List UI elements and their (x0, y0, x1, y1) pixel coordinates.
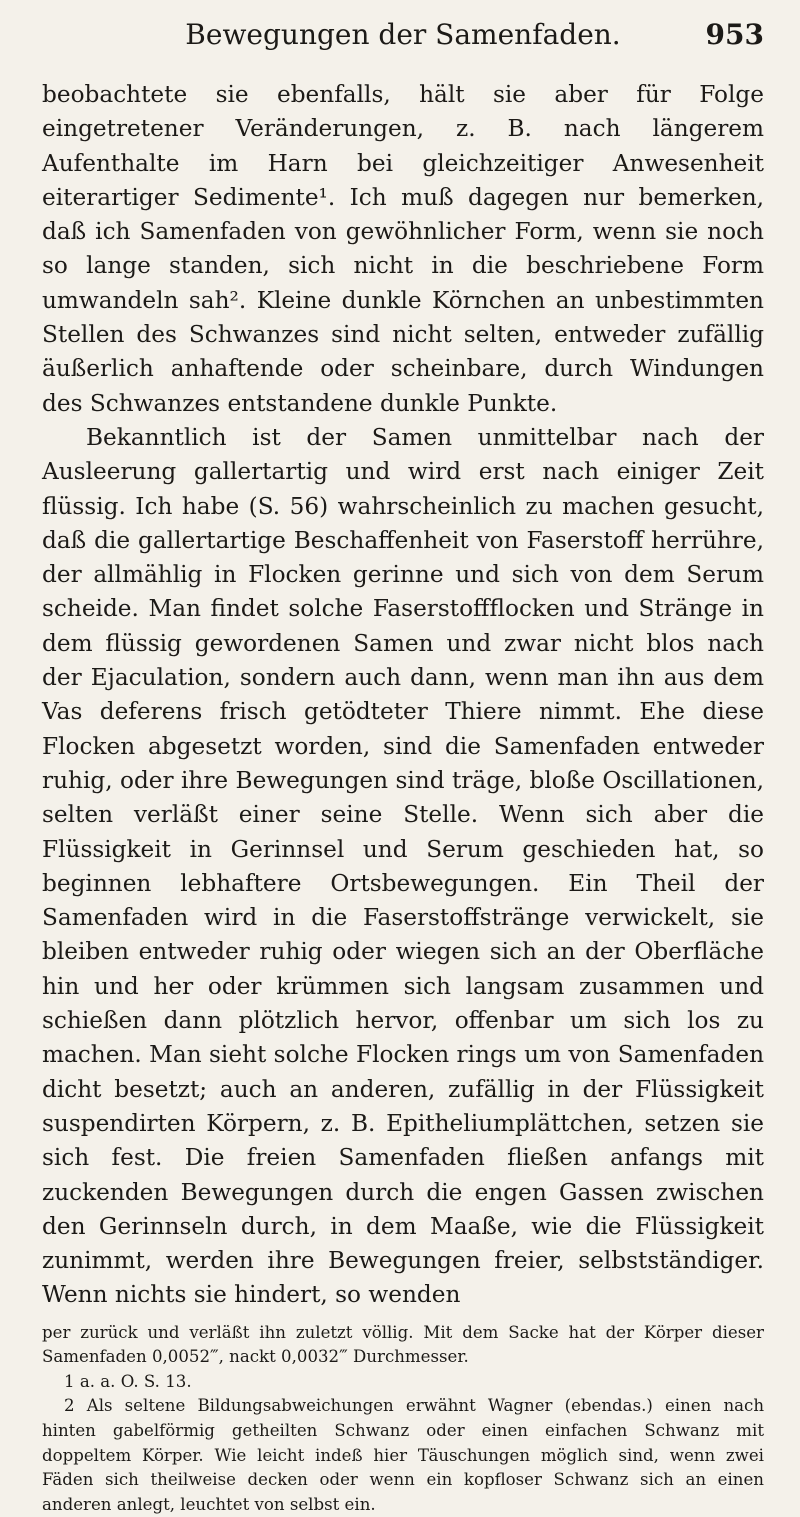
paragraph: Bekanntlich ist der Samen unmittelbar nach der Ausleerung gallertartig und wird erst nach einiger Zeit flüssig. Ich habe (S. 56) wahrscheinlich zu machen gesucht, daß die gallertartige Beschaffenheit von Faserstoff herrühre, der allmählig in Flocken gerinne und sich von dem Serum scheide. Man findet solche Faserstoffflocken und Stränge in dem flüssig gewordenen Samen und zwar nicht blos nach der Ejaculation, sondern auch dann, wenn man ihn aus dem Vas deferens frisch getödteter Thiere nimmt. Ehe diese Flocken abgesetzt worden, sind die Samenfaden entweder ruhig, oder ihre Bewegungen sind träge, bloße Oscillationen, selten verläßt einer seine Stelle. Wenn sich aber die Flüssigkeit in Gerinnsel und Serum geschieden hat, so beginnen lebhaftere Ortsbewegungen. Ein Theil der Samenfaden wird in die Faserstoffstränge verwickelt, sie bleiben entweder ruhig oder wiegen sich an der Oberfläche hin und her oder krümmen sich langsam zusammen und schießen dann plötzlich hervor, offenbar um sich los zu machen. Man sieht solche Flocken rings um von Samenfaden dicht besetzt; auch an anderen, zufällig in der Flüssigkeit suspendirten Körpern, z. B. Epitheliumplättchen, setzen sie sich fest. Die freien Samenfaden fließen anfangs mit zuckenden Bewegungen durch die engen Gassen zwischen den Gerinnseln durch, in dem Maaße, wie die Flüssigkeit zunimmt, werden ihre Bewegungen freier, selbstständiger. Wenn nichts sie hindert, so wenden (42, 423, 764, 1309)
footnote-mark: 2 (64, 1396, 75, 1416)
page-number: 953 (705, 18, 764, 51)
running-header (42, 14, 764, 72)
footnote-text: Als seltene Bildungsabweichungen erwähnt Wagner (ebendas.) einen nach hinten gabelförmig getheilten Schwanz oder einen einfachen Schwanz mit doppeltem Körper. Wie leicht indeß hier Täuschungen möglich sind, wenn zwei Fäden sich theilweise decken oder wenn ein kopfloser Schwanz sich an einen anderen anlegt, leuchtet von selbst ein. (42, 1396, 765, 1514)
footnote-2 (42, 1394, 764, 1517)
paragraph-continued: beobachtete sie ebenfalls, hält sie aber für Folge eingetretener Veränderungen, z. B. nach längerem Aufenthalte im Harn bei gleichzeitiger Anwesenheit eiterartiger Sedimente¹. Ich muß dagegen nur bemerken, daß ich Samenfaden von gewöhnlicher Form, wenn sie noch so lange standen, sich nicht in die beschriebene Form umwandeln sah². Kleine dunkle Körnchen an unbestimmten Stellen des Schwanzes sind nicht selten, entweder zufällig äußerlich anhaftende oder scheinbare, durch Windungen des Schwanzes entstandene dunkle Punkte. (42, 81, 764, 417)
footnote-mark: 1 (64, 1371, 75, 1391)
body-text (42, 78, 764, 1313)
running-title: Bewegungen der Samenfaden. (185, 18, 621, 51)
footnote-text: a. a. O. S. 13. (79, 1371, 192, 1391)
footnote-continuation: per zurück und verläßt ihn zuletzt völlig. Mit dem Sacke hat der Körper dieser Samenfaden 0,0052‴, nackt 0,0032‴ Durchmesser. (42, 1322, 764, 1367)
footnotes (42, 1321, 764, 1517)
footnote-1 (42, 1370, 764, 1395)
